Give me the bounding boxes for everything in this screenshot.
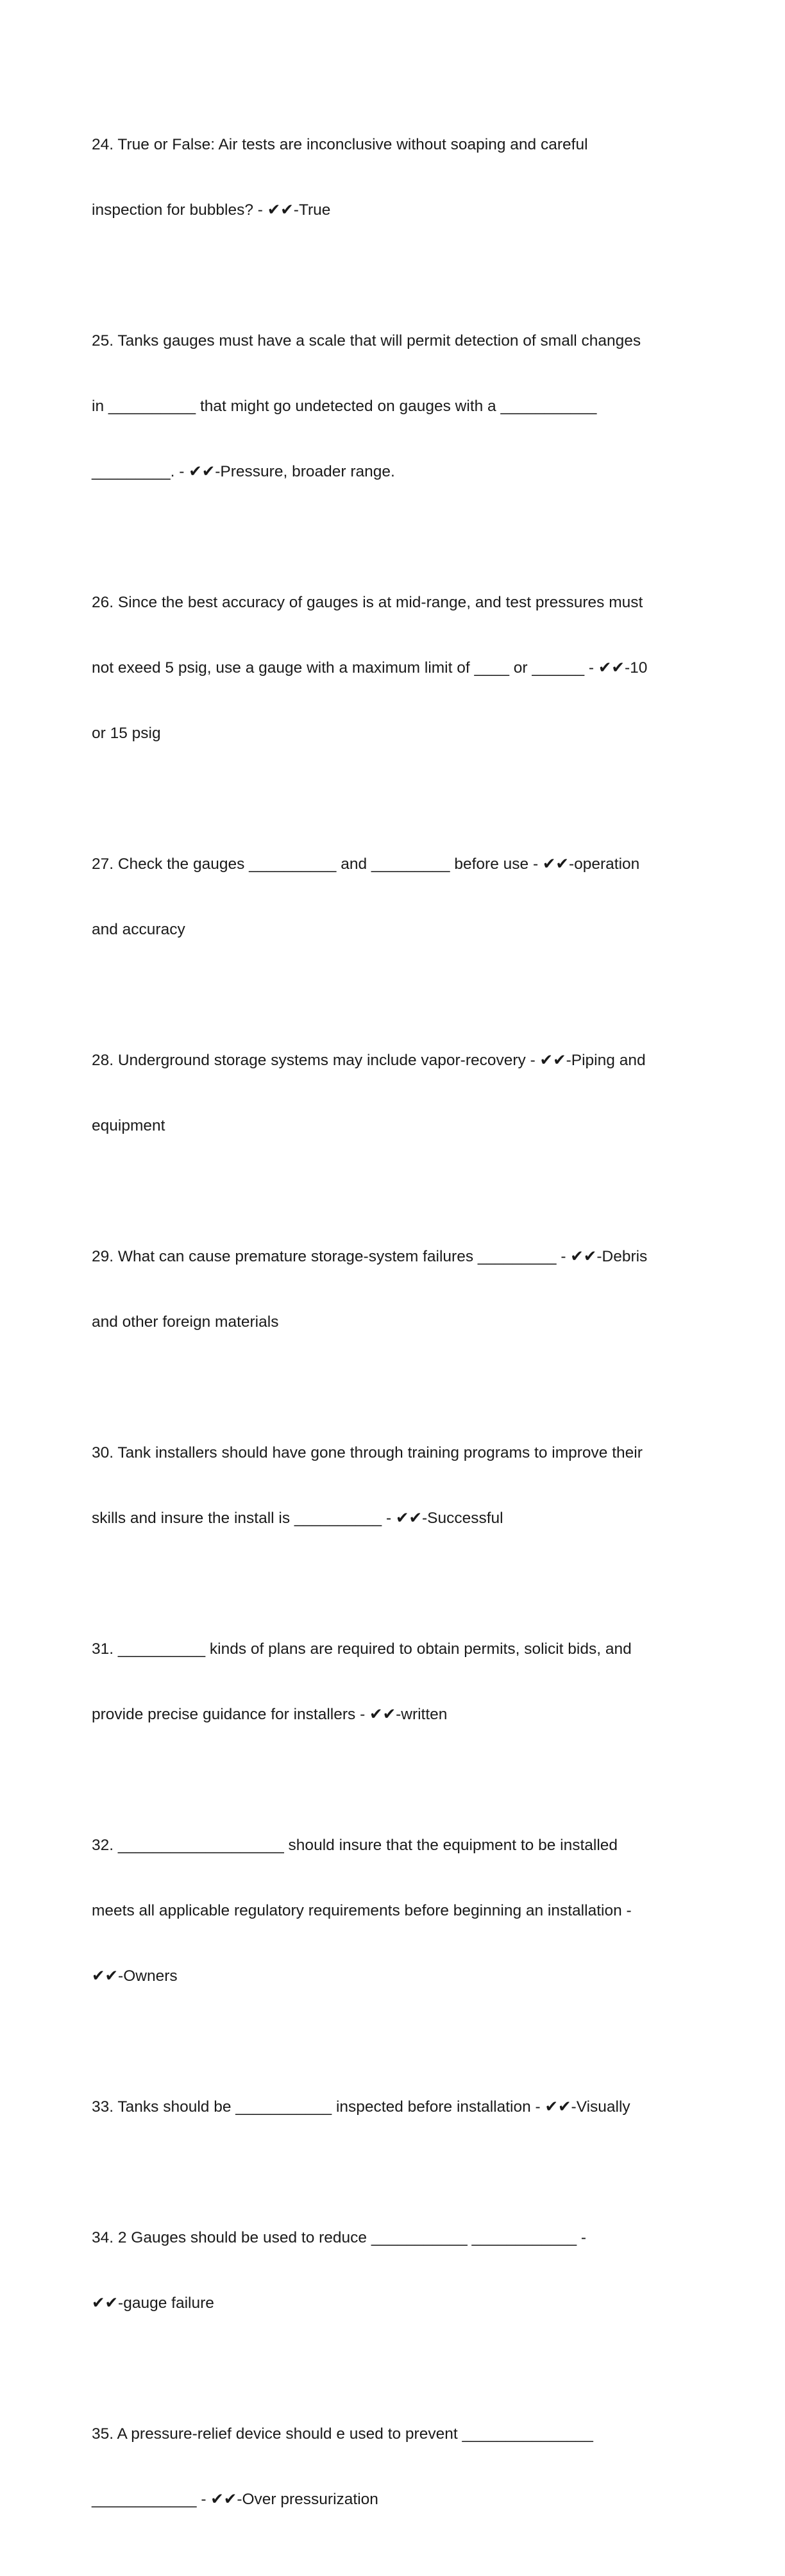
question-line: 24. True or False: Air tests are inconclusive without soaping and careful [92, 136, 588, 153]
question-line: 34. 2 Gauges should be used to reduce ___________ ____________ - [92, 2229, 587, 2246]
question-28 [92, 1006, 685, 1181]
question-line: 31. __________ kinds of plans are required to obtain permits, solicit bids, and [92, 1640, 632, 1658]
question-line: or 15 psig [92, 725, 161, 742]
question-27 [92, 810, 685, 984]
question-24 [92, 90, 685, 265]
question-line: 35. A pressure-relief device should e used to prevent _______________ [92, 2425, 593, 2443]
question-line: 32. ___________________ should insure that the equipment to be installed [92, 1837, 618, 1854]
question-line: 28. Underground storage systems may include vapor-recovery - ✔✔-Piping and [92, 1052, 646, 1069]
question-line: provide precise guidance for installers - ✔✔-written [92, 1706, 448, 1723]
question-line: 27. Check the gauges __________ and _________ before use - ✔✔-operation [92, 855, 640, 873]
question-line: 26. Since the best accuracy of gauges is at mid-range, and test pressures must [92, 594, 643, 611]
question-line: ____________ - ✔✔-Over pressurization [92, 2491, 378, 2508]
question-line: 25. Tanks gauges must have a scale that will permit detection of small changes [92, 332, 641, 349]
question-25 [92, 287, 685, 526]
question-line: 30. Tank installers should have gone through training programs to improve their [92, 1444, 643, 1461]
question-31 [92, 1595, 685, 1769]
question-34 [92, 2184, 685, 2358]
question-29 [92, 1202, 685, 1377]
question-35 [92, 2380, 685, 2554]
question-line: and other foreign materials [92, 1313, 279, 1331]
question-line: skills and insure the install is __________ - ✔✔-Successful [92, 1510, 503, 1527]
question-line: equipment [92, 1117, 165, 1134]
question-26 [92, 548, 685, 788]
question-line: ✔✔-gauge failure [92, 2294, 214, 2312]
question-line: _________. - ✔✔-Pressure, broader range. [92, 463, 395, 480]
question-30 [92, 1399, 685, 1573]
question-line: ✔✔-Owners [92, 1967, 178, 1985]
question-32 [92, 1791, 685, 2031]
question-33 [92, 2053, 685, 2162]
question-list [92, 90, 685, 2576]
question-line: inspection for bubbles? - ✔✔-True [92, 201, 331, 219]
question-line: not exeed 5 psig, use a gauge with a maximum limit of ____ or ______ - ✔✔-10 [92, 659, 648, 677]
question-line: 29. What can cause premature storage-system failures _________ - ✔✔-Debris [92, 1248, 648, 1265]
question-line: 33. Tanks should be ___________ inspected before installation - ✔✔-Visually [92, 2098, 630, 2116]
question-line: and accuracy [92, 921, 185, 938]
question-line: meets all applicable regulatory requirements before beginning an installation - [92, 1902, 632, 1919]
question-line: in __________ that might go undetected on gauges with a ___________ [92, 398, 597, 415]
